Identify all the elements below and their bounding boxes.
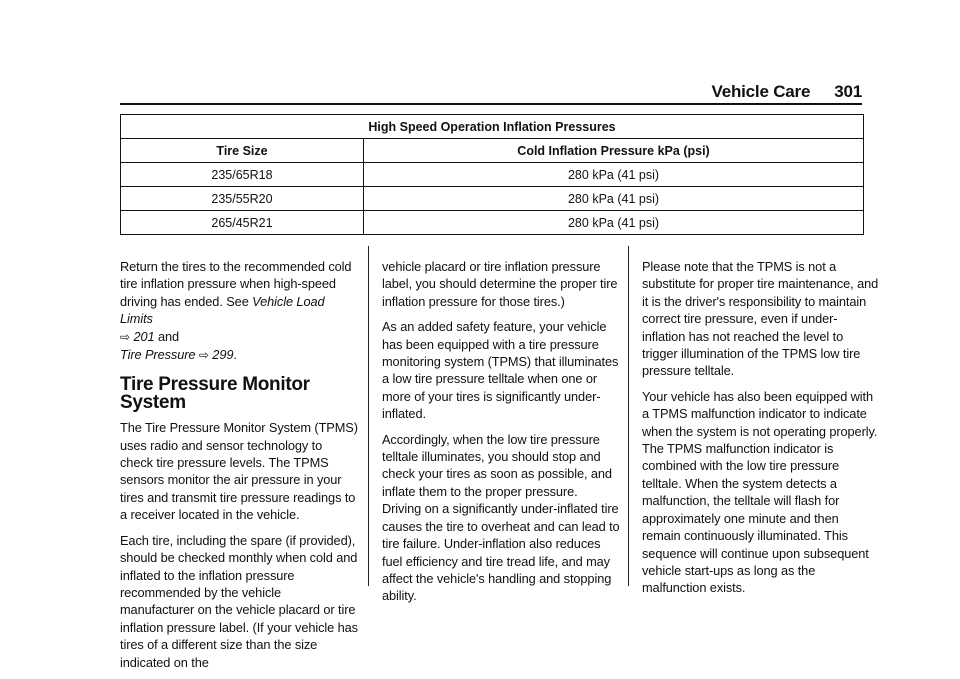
table-row bbox=[121, 187, 864, 211]
column-divider bbox=[368, 246, 369, 586]
text-column-1 bbox=[120, 258, 358, 679]
table-cell: 280 kPa (41 psi) bbox=[364, 187, 864, 211]
paragraph: vehicle placard or tire inflation pressure label, you should determine the proper tire inflation pressure for those tires.) bbox=[382, 259, 618, 309]
paragraph: Please note that the TPMS is not a substitute for proper tire maintenance, and it is the driver's responsibility to maintain correct tire pressure, even if under-inflation has not reached the level to trigger illumination of the TPMS low tire pressure telltale. bbox=[642, 259, 879, 379]
xref-vehicle-load-limits[interactable]: Vehicle Load Limits bbox=[120, 293, 325, 327]
table-row bbox=[121, 211, 864, 235]
header-divider bbox=[120, 103, 862, 105]
table-row bbox=[121, 163, 864, 187]
table-caption: High Speed Operation Inflation Pressures bbox=[121, 115, 864, 139]
xref-page-299[interactable]: 299 bbox=[212, 347, 234, 363]
page-ref-arrow-icon: ⇨ bbox=[198, 348, 209, 363]
xref-tire-pressure[interactable]: Tire Pressure bbox=[120, 347, 196, 363]
column-header-pressure: Cold Inflation Pressure kPa (psi) bbox=[364, 139, 864, 163]
paragraph: Return the tires to the recommended cold tire inflation pressure when high-speed driving has ended. See Vehicle Load Limits ⇨ 201 and Tire Pressure ⇨ 299. bbox=[120, 259, 352, 363]
page-number: 301 bbox=[834, 82, 862, 101]
inflation-pressure-table bbox=[120, 114, 864, 235]
page-ref-arrow-icon: ⇨ bbox=[120, 329, 130, 344]
page-header bbox=[120, 82, 862, 102]
column-divider bbox=[628, 246, 629, 586]
paragraph: Your vehicle has also been equipped with a TPMS malfunction indicator to indicate when the system is not operating properly. The TPMS malfunction indicator is combined with the low tire pressure telltale. When the system detects a malfunction, the telltale will flash for approximately one minute and then remain continuously illuminated. This sequence will continue upon subsequent vehicle start-ups as long as the malfunction exists. bbox=[642, 388, 878, 596]
table-header-row bbox=[121, 139, 864, 163]
table-cell: 280 kPa (41 psi) bbox=[364, 211, 864, 235]
section-title: Vehicle Care bbox=[711, 82, 811, 101]
table-cell: 235/65R18 bbox=[121, 163, 364, 187]
paragraph: As an added safety feature, your vehicle has been equipped with a tire pressure monitoring system (TPMS) that illuminates a low tire pressure telltale when one or more of your tires is significantly under-inflated. bbox=[382, 319, 619, 422]
column-header-tire-size: Tire Size bbox=[121, 139, 364, 163]
paragraph: Each tire, including the spare (if provided), should be checked monthly when cold and inflated to the inflation pressure recommended by the vehicle manufacturer on the vehicle placard or tire inflation pressure label. (If your vehicle has tires of a different size than the size indicated on the bbox=[120, 532, 358, 670]
section-heading: Tire Pressure Monitor System bbox=[120, 374, 310, 413]
paragraph: The Tire Pressure Monitor System (TPMS) uses radio and sensor technology to check tire pressure levels. The TPMS sensors monitor the air pressure in your tires and transmit tire pressure readings to a receiver located in the vehicle. bbox=[120, 420, 358, 523]
table-cell: 280 kPa (41 psi) bbox=[364, 163, 864, 187]
paragraph: Accordingly, when the low tire pressure telltale illuminates, you should stop and check your tires as soon as possible, and inflate them to the proper pressure. Driving on a significantly under-inflated tire causes the tire to overheat and can lead to tire failure. Under-inflation also reduces fuel efficiency and tire tread life, and may affect the vehicle's handling and stopping ability. bbox=[382, 431, 620, 604]
table-caption-row bbox=[121, 115, 864, 139]
table-cell: 265/45R21 bbox=[121, 211, 364, 235]
text-column-2 bbox=[382, 258, 620, 613]
table-cell: 235/55R20 bbox=[121, 187, 364, 211]
text-column-3 bbox=[642, 258, 880, 605]
xref-page-201[interactable]: 201 bbox=[133, 328, 155, 344]
